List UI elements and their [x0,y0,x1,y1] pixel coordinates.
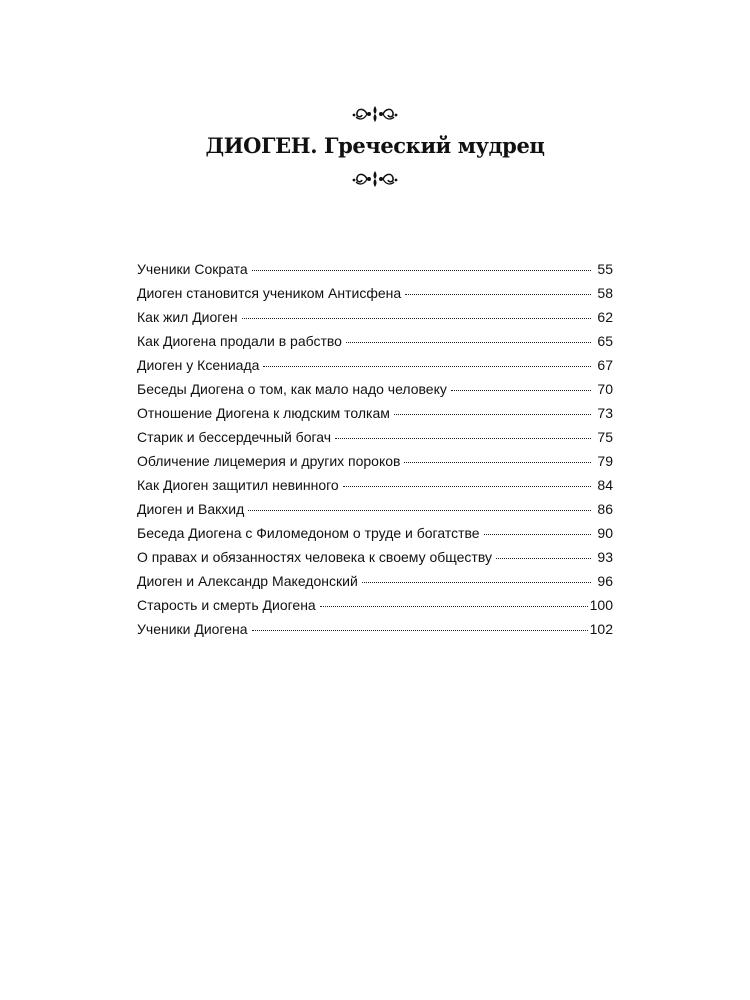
toc-leader-dots [263,366,591,367]
toc-leader-dots [343,486,591,487]
toc-entry-title: Как Диогена продали в рабство [137,333,342,349]
toc-leader-dots [252,630,588,631]
toc-entry-page: 65 [597,333,613,349]
toc-entry-page: 67 [597,357,613,373]
ornament-top [0,104,750,124]
toc-leader-dots [394,414,591,415]
toc-leader-dots [248,510,591,511]
toc-entry-page: 96 [597,573,613,589]
toc-entry-page: 70 [597,381,613,397]
toc-leader-dots [335,438,591,439]
toc-entry-title: Ученики Сократа [137,261,248,277]
toc-entry-title: Диоген становится учеником Антисфена [137,285,402,301]
toc-entry-title: Отношение Диогена к людским толкам [137,405,390,421]
toc-leader-dots [252,270,591,271]
toc-entry-page: 55 [597,261,613,277]
toc-entry [137,593,613,617]
toc-entry-title: Обличение лицемерия и других пороков [137,453,401,469]
page-title: ДИОГЕН. Греческий мудрец [205,133,545,158]
toc-entry [137,569,613,593]
toc-entry-title: Диоген у Ксениада [137,357,260,373]
toc-entry-title: Как жил Диоген [137,309,238,325]
toc-entry-title: Беседа Диогена с Филомедоном о труде и богатстве [137,525,480,541]
toc-entry [137,353,613,377]
toc-entry [137,545,613,569]
toc-leader-dots [496,558,591,559]
toc-entry-title: Диоген и Вакхид [137,501,245,517]
toc-entry-title: Старик и бессердечный богач [137,429,332,445]
toc-entry-title: Как Диоген защитил невинного [137,477,339,493]
toc-leader-dots [451,390,591,391]
toc-leader-dots [362,582,591,583]
toc-entry [137,497,613,521]
table-of-contents [137,257,613,641]
toc-entry-page: 84 [597,477,613,493]
toc-leader-dots [404,462,591,463]
toc-entry-page: 100 [589,597,613,613]
toc-entry-title: Беседы Диогена о том, как мало надо человеку [137,381,447,397]
toc-entry [137,617,613,641]
toc-entry [137,305,613,329]
toc-entry [137,473,613,497]
toc-entry-page: 75 [597,429,613,445]
ornament-bottom [0,169,750,189]
toc-entry-page: 93 [597,549,613,565]
toc-entry [137,401,613,425]
toc-entry [137,449,613,473]
toc-entry-page: 90 [597,525,613,541]
toc-entry-page: 79 [597,453,613,469]
toc-leader-dots [320,606,588,607]
flourish-ornament-icon [351,169,399,189]
toc-entry-title: Диоген и Александр Македонский [137,573,358,589]
toc-entry [137,521,613,545]
toc-entry [137,329,613,353]
toc-entry-page: 62 [597,309,613,325]
toc-leader-dots [484,534,591,535]
toc-entry [137,257,613,281]
toc-leader-dots [405,294,591,295]
flourish-ornament-icon [351,104,399,124]
toc-entry [137,425,613,449]
toc-leader-dots [242,318,591,319]
toc-entry-title: Ученики Диогена [137,621,248,637]
toc-entry [137,281,613,305]
toc-leader-dots [346,342,591,343]
toc-entry-page: 73 [597,405,613,421]
toc-entry [137,377,613,401]
toc-entry-title: Старость и смерть Диогена [137,597,316,613]
toc-entry-title: О правах и обязанностях человека к своему обществу [137,549,492,565]
toc-entry-page: 58 [597,285,613,301]
toc-entry-page: 102 [589,621,613,637]
toc-entry-page: 86 [597,501,613,517]
